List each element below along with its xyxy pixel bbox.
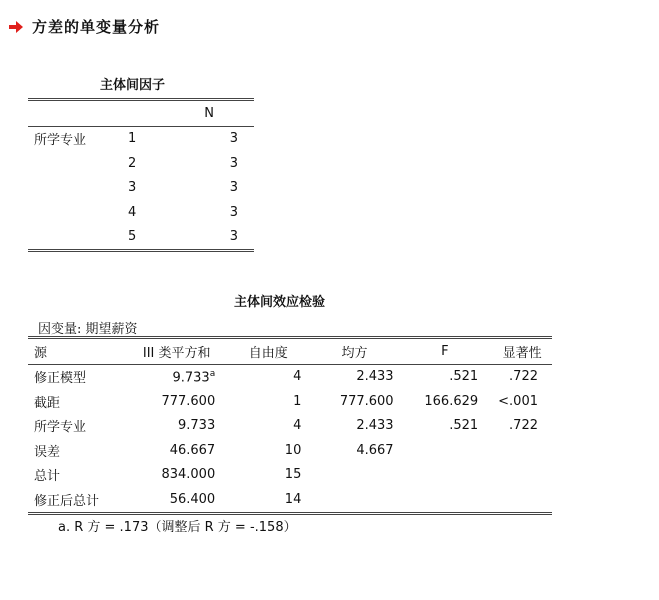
factor-level: 2 bbox=[128, 155, 137, 171]
cell-f bbox=[398, 463, 493, 488]
table-row bbox=[28, 389, 552, 414]
cell-sig: .722 bbox=[509, 418, 538, 434]
cell-source: 修正模型 bbox=[34, 371, 87, 387]
header-sig: 显著性 bbox=[502, 345, 542, 361]
table-row bbox=[28, 463, 552, 488]
ss-value: 9.733 bbox=[172, 369, 210, 385]
header-f: F bbox=[441, 343, 449, 359]
between-subjects-title: 主体间因子 bbox=[100, 78, 166, 93]
ss-value: 46.667 bbox=[169, 442, 216, 458]
ss-value: 834.000 bbox=[161, 467, 216, 483]
table-header-row bbox=[28, 100, 254, 127]
table-row bbox=[28, 487, 552, 513]
between-subjects-table bbox=[28, 98, 254, 252]
table-header-row bbox=[28, 338, 552, 365]
effects-test-table bbox=[28, 336, 552, 515]
cell-sig: <.001 bbox=[498, 393, 538, 409]
cell-ms: 777.600 bbox=[339, 393, 394, 409]
cell-df: 14 bbox=[284, 491, 302, 507]
factor-level: 4 bbox=[128, 204, 137, 220]
cell-sig bbox=[492, 463, 552, 488]
dependent-variable-label: 因变量: 期望薪资 bbox=[38, 322, 138, 337]
table-row bbox=[28, 438, 552, 463]
ss-value: 56.400 bbox=[169, 491, 216, 507]
cell-f bbox=[398, 487, 493, 513]
table-row bbox=[28, 225, 254, 251]
cell-f: 166.629 bbox=[424, 393, 479, 409]
cell-source: 总计 bbox=[34, 469, 61, 485]
cell-df: 15 bbox=[284, 467, 302, 483]
cell-f bbox=[398, 438, 493, 463]
cell-sig bbox=[492, 438, 552, 463]
cell-ms bbox=[311, 463, 397, 488]
table-row bbox=[28, 364, 552, 389]
cell-ms bbox=[311, 487, 397, 513]
footnote: a. R 方 = .173（调整后 R 方 = -.158） bbox=[58, 520, 297, 535]
table-row bbox=[28, 200, 254, 225]
ss-value: 777.600 bbox=[161, 393, 216, 409]
cell-source: 截距 bbox=[34, 395, 61, 411]
section-heading bbox=[8, 16, 160, 37]
table-row bbox=[28, 176, 254, 201]
factor-level: 3 bbox=[128, 180, 137, 196]
factor-label bbox=[28, 225, 122, 251]
cell-ss bbox=[128, 414, 225, 439]
header-ss: III 类平方和 bbox=[142, 345, 211, 361]
cell-ss bbox=[128, 487, 225, 513]
factor-n: 3 bbox=[229, 180, 238, 196]
cell-f: .521 bbox=[449, 369, 479, 385]
factor-label: 所学专业 bbox=[34, 133, 87, 149]
header-ms: 均方 bbox=[341, 345, 368, 361]
cell-f: .521 bbox=[449, 418, 479, 434]
cell-ms: 2.433 bbox=[356, 418, 394, 434]
cell-sig bbox=[492, 487, 552, 513]
factor-level: 5 bbox=[128, 229, 137, 245]
cell-ss bbox=[128, 364, 225, 389]
table-row bbox=[28, 126, 254, 151]
header-n: N bbox=[204, 105, 214, 121]
header-df: 自由度 bbox=[248, 345, 288, 361]
cell-ms: 4.667 bbox=[356, 442, 394, 458]
cell-ss bbox=[128, 463, 225, 488]
cell-df: 4 bbox=[293, 418, 302, 434]
effects-test-title: 主体间效应检验 bbox=[234, 295, 326, 310]
factor-label bbox=[28, 176, 122, 201]
right-arrow-icon bbox=[8, 19, 24, 35]
cell-df: 1 bbox=[293, 393, 302, 409]
cell-ss bbox=[128, 389, 225, 414]
factor-level: 1 bbox=[128, 131, 137, 147]
ss-value: 9.733 bbox=[178, 418, 216, 434]
cell-ms: 2.433 bbox=[356, 369, 394, 385]
table-row bbox=[28, 414, 552, 439]
factor-label bbox=[28, 151, 122, 176]
factor-label bbox=[28, 200, 122, 225]
cell-source: 所学专业 bbox=[34, 420, 87, 436]
cell-ss bbox=[128, 438, 225, 463]
cell-source: 误差 bbox=[34, 444, 61, 460]
cell-source: 修正后总计 bbox=[34, 493, 100, 509]
cell-df: 10 bbox=[284, 442, 302, 458]
table-row bbox=[28, 151, 254, 176]
factor-n: 3 bbox=[229, 155, 238, 171]
cell-sig: .722 bbox=[509, 369, 538, 385]
footnote-marker: a bbox=[209, 368, 216, 379]
heading-title: 方差的单变量分析 bbox=[32, 18, 161, 36]
header-source: 源 bbox=[34, 345, 48, 361]
factor-n: 3 bbox=[229, 131, 238, 147]
factor-n: 3 bbox=[229, 204, 238, 220]
factor-n: 3 bbox=[229, 229, 238, 245]
cell-df: 4 bbox=[293, 369, 302, 385]
